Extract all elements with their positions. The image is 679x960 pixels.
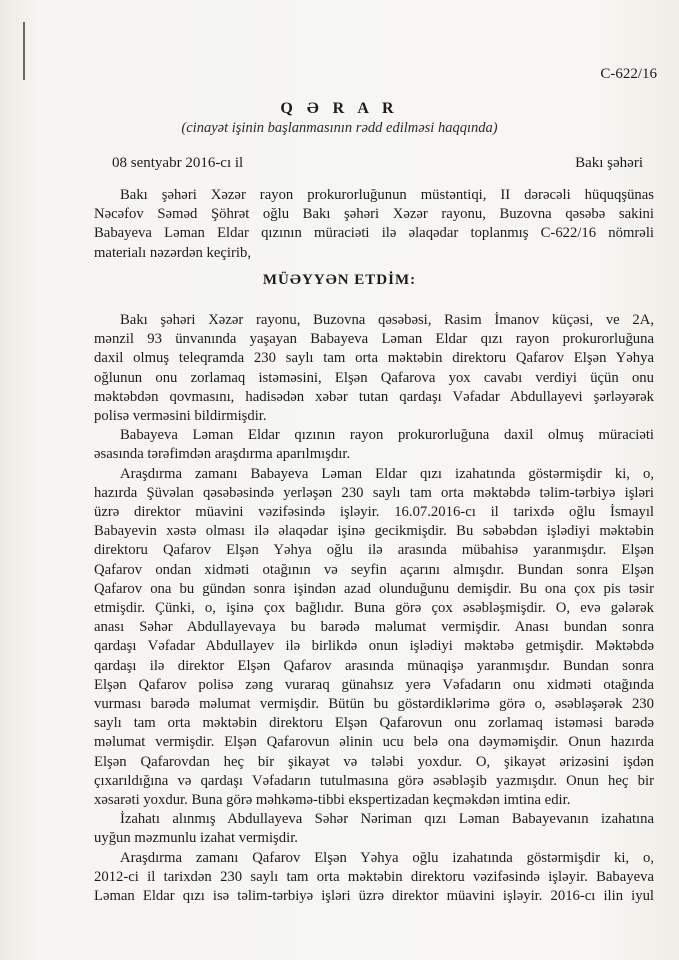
text-line: üzrə direktor müavini vəzifəsində işləyir. 16.07.2016-cı il tarixdə oğlu İsmayıl — [94, 504, 654, 521]
text-line: məlumat vermişdir. Elşən Qafarovun əlinin ucu belə ona dəyməmişdir. Onun hazırda — [94, 734, 654, 751]
text-line: Elşən Qafarov polisə zəng vuraraq günahsız yerə Vəfadarın onu xidməti otağında — [94, 676, 654, 693]
text-line: İzahatı alınmış Abdullayeva Səhər Nəriman qızı Ləman Babayevanın izahatına — [120, 811, 654, 828]
text-line: məktəbdən qovmasını, hadisədən xəbər tutan qardaşı Vəfadar Abdullayevi şərləyərək — [94, 388, 654, 405]
text-line: daxil olmuş teleqramda 230 saylı tam orta məktəbin direktoru Qafarov Elşən Yəhya — [94, 350, 654, 367]
text-line: saylı tam orta məktəbin direktoru Elşən Qafarovun onu zorlamaq istəməsi barədə — [94, 715, 654, 732]
text-line: mənzil 93 ünvanında yaşayan Babayeva Ləman Eldar qızı rayon prokurorluğuna — [94, 331, 654, 348]
text-line: çıxarıldığına və qardaşı Vəfadarın tutulmasına görə əsəbləşib yazmışdır. Onun heç bir — [94, 772, 654, 789]
text-line: Babayevin xəstə olması ilə əlaqədar işinə gecikmişdir. Bu səbəbdən işlədiyi məktəbin — [94, 523, 654, 540]
text-line: xəsarəti yoxdur. Buna görə məhkəmə-tibbi ekspertizadan keçməkdən imtina edir. — [94, 792, 571, 809]
text-line: qardaşı ilə direktor Elşən Qafarov arasında münaqişə yaranmışdır. Bundan sonra — [94, 657, 654, 674]
text-line: 2012-ci il tarixdən 230 saylı tam orta məktəbin direktoru vəzifəsində işləyir. Babayeva — [94, 868, 654, 885]
document-city: Bakı şəhəri — [575, 155, 643, 171]
text-line: Qafarov ona bu gündən sonra işindən azad olunduğunu demişdir. Bu ona çox pis təsir — [94, 580, 654, 597]
text-line: Qafarov ondan xidməti otağının və seyfin açarını almışdır. Bundan sonra Elşən — [94, 561, 654, 578]
document-date: 08 sentyabr 2016-cı il — [112, 155, 244, 171]
text-line: oğlunun onu zorlamaq istəməsini, Elşən Qafarova yox cavabı verdiyi üçün onu — [94, 369, 654, 386]
case-number: C-622/16 — [600, 66, 657, 82]
text-line: Bakı şəhəri Xəzər rayonu, Buzovna qəsəbəsi, Rasim İmanov küçəsi, ve 2A, — [120, 312, 654, 328]
text-line: Ləman Eldar qızı isə təlim-tərbiyə işləri üzrə direktor müavini işləyir. 2016-cı ilin iyul — [94, 888, 654, 905]
margin-pen-mark — [23, 22, 25, 80]
text-line: direktoru Qafarov Elşən Yəhya oğlu ilə arasında mübahisə yaranmışdır. Elşən — [94, 542, 654, 559]
text-line: polisə verməsini bildirmişdir. — [94, 408, 267, 425]
document-title: Q Ə R A R — [280, 100, 399, 117]
text-line: Babayeva Ləman Eldar qızının rayon prokurorluğuna daxil olmuş müraciəti — [120, 427, 654, 444]
text-line: Araşdırma zamanı Babayeva Ləman Eldar qızı izahatında göstərmişdir ki, o, — [120, 465, 654, 482]
text-line: etmişdir. Çünki, o, işinə çox bağlıdır. Buna görə çox əsəbləşmişdir. O, evə gələrək — [94, 600, 654, 617]
text-line: Nəcəfov Səməd Şöhrət oğlu Bakı şəhəri Xəzər rayonu, Buzovna qəsəbə sakini — [94, 206, 654, 223]
document-subtitle: (cinayət işinin başlanmasının rədd edilməsi haqqında) — [181, 120, 498, 136]
intro-paragraph — [94, 186, 654, 263]
findings-body — [94, 311, 654, 906]
text-line: materialı nəzərdən keçirib, — [94, 244, 251, 261]
text-line: uyğun məzmunlu izahat vermişdir. — [94, 830, 298, 847]
text-line: Araşdırma zamanı Qafarov Elşən Yəhya oğlu izahatında göstərmişdir ki, o, — [120, 849, 654, 866]
text-line: Babayeva Ləman Eldar qızının müraciəti ilə əlaqədar toplanmış C-622/16 nömrəli — [94, 225, 654, 242]
section-heading: MÜƏYYƏN ETDİM: — [262, 272, 417, 288]
text-line: qardaşı Vəfadar Abdullayev ilə birlikdə onun işlədiyi məktəbə getmişdir. Məktəbdə — [94, 638, 654, 655]
text-line: vurması barədə məlumat vermişdir. Bütün bu göstərdiklərimə görə o, əsəbləşərək 230 — [94, 696, 654, 713]
text-line: anası Səhər Abdullayevaya bu barədə məlumat vermişdir. Anası bundan sonra — [94, 619, 654, 636]
text-line: Elşən Qafarovdan heç bir şikayət və tələbi yoxdur. O, şikayət ərizəsini işdən — [94, 753, 654, 770]
text-line: Bakı şəhəri Xəzər rayon prokurorluğunun müstəntiqi, II dərəcəli hüquqşünas — [120, 187, 654, 203]
text-line: hazırda Şüvəlan qəsəbəsində yerləşən 230 saylı tam orta məktəbdə təlim-tərbiyə işləri — [94, 484, 654, 501]
text-line: əsasında tərəfimdən araşdırma aparılmışdır. — [94, 446, 351, 463]
